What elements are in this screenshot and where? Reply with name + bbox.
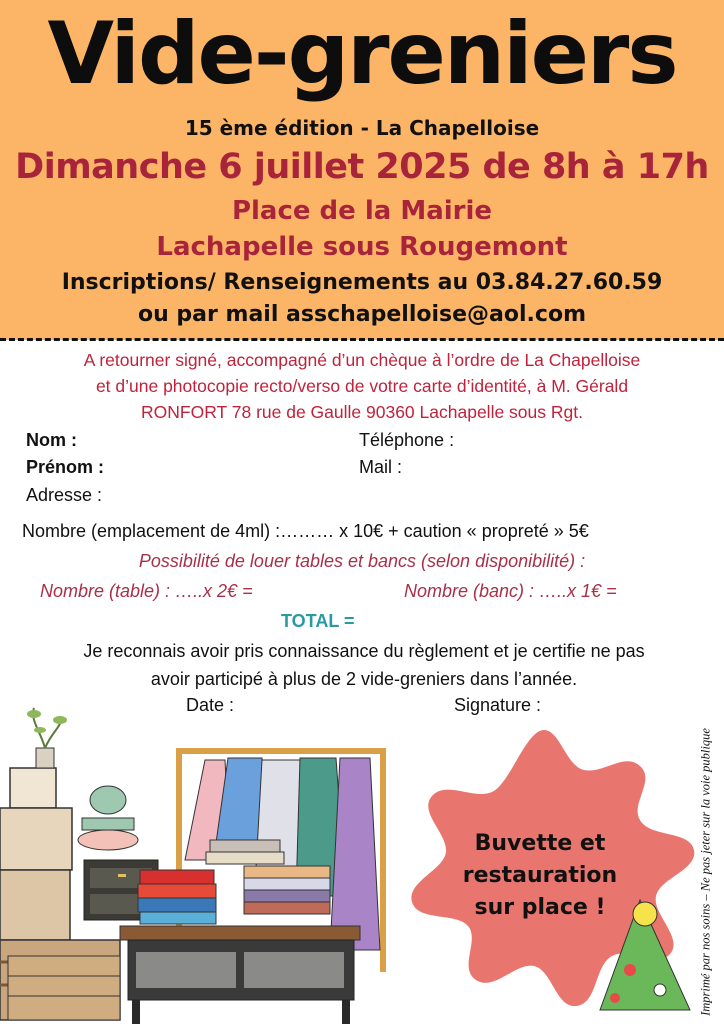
event-place: Place de la Mairie xyxy=(231,196,493,226)
buvette-line: sur place ! xyxy=(474,895,606,920)
page-title: Vide-greniers xyxy=(47,4,677,104)
return-instructions xyxy=(10,347,714,425)
prenom-label: Prénom : xyxy=(26,457,105,477)
crate-icon xyxy=(8,956,120,1020)
edition-text: 15 ème édition - La Chapelloise xyxy=(184,116,540,140)
rules-line: Je reconnais avoir pris connaissance du règlement et je certifie ne pas xyxy=(83,641,645,661)
event-town: Lachapelle sous Rougemont xyxy=(156,232,568,262)
nom-label: Nom : xyxy=(26,430,77,450)
print-note-text: Imprimé par nos soins – Ne pas jeter sur la voie publique xyxy=(698,728,713,1016)
table-count-line: Nombre (table) : …..x 2€ = xyxy=(40,581,253,601)
buvette-text xyxy=(430,828,650,924)
cut-line-divider xyxy=(0,338,724,341)
instructions-line: et d’une photocopie recto/verso de votre carte d’identité, à M. Gérald xyxy=(95,376,629,396)
buvette-line: restauration xyxy=(462,863,618,888)
contact-phone: Inscriptions/ Renseignements au 03.84.27.60.59 xyxy=(61,270,663,295)
teapot-icon xyxy=(78,786,138,850)
event-date: Dimanche 6 juillet 2025 de 8h à 17h xyxy=(15,147,709,187)
instructions-line: RONFORT 78 rue de Gaulle 90360 Lachapelle sous Rgt. xyxy=(141,402,583,422)
rules-statement xyxy=(14,637,714,693)
mail-label: Mail : xyxy=(359,457,403,477)
contact-mail: ou par mail asschapelloise@aol.com xyxy=(138,302,586,327)
telephone-label: Téléphone : xyxy=(359,430,455,450)
total-label: TOTAL = xyxy=(281,611,355,631)
signature-label: Signature : xyxy=(454,695,542,715)
banc-count-line: Nombre (banc) : …..x 1€ = xyxy=(404,581,617,601)
buvette-line: Buvette et xyxy=(474,831,606,856)
rules-line: avoir participé à plus de 2 vide-greniers dans l’année. xyxy=(150,669,578,689)
plant-icon xyxy=(27,708,67,768)
date-label: Date : xyxy=(186,695,235,715)
emplacement-line: Nombre (emplacement de 4ml) :……… x 10€ + caution « propreté » 5€ xyxy=(22,521,589,541)
instructions-line: A retourner signé, accompagné d’un chèque à l’ordre de La Chapelloise xyxy=(83,350,641,370)
adresse-label: Adresse : xyxy=(26,485,103,505)
rental-note: Possibilité de louer tables et bancs (selon disponibilité) : xyxy=(138,551,586,571)
